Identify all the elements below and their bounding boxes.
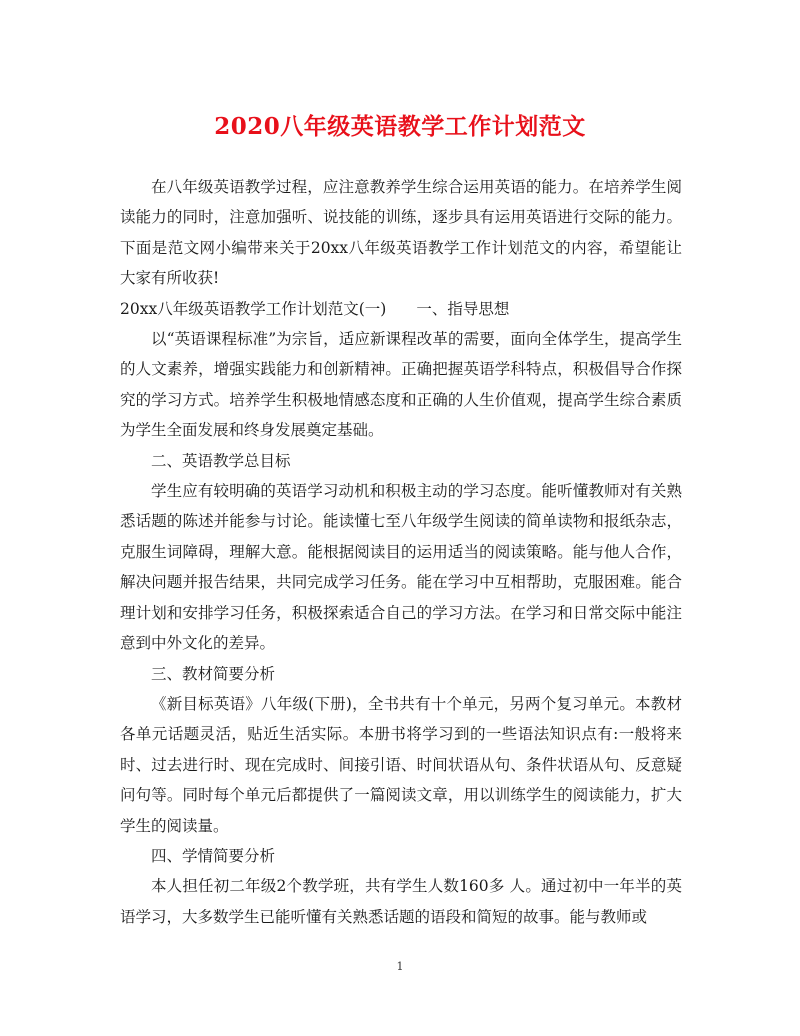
heading-textbook-analysis: 三、教材简要分析 (151, 664, 276, 683)
heading-student-analysis: 四、学情简要分析 (151, 846, 276, 865)
page-number: 1 (396, 960, 404, 973)
overall-goals-paragraph: 学生应有较明确的英语学习动机和积极主动的学习态度。能听懂教师对有关熟悉话题的陈述并能参与讨论。能读懂七至八年级学生阅读的简单读物和报纸杂志，克服生词障碍，理解大意。能根据阅读目的运用适当的阅读策略。能与他人合作，解决问题并报告结果，共同完成学习任务。能在学习中互相帮助，克服困难。能合理计划和安排学习任务，积极探索适合自己的学习方法。在学习和日常交际中能注意到中外文化的差异。 (120, 482, 682, 653)
subtitle-line (120, 294, 682, 324)
student-analysis-paragraph: 本人担任初二年级2个教学班，共有学生人数160多 人。通过初中一年半的英语学习，大多数学生已能听懂有关熟悉话题的语段和简短的故事。能与教师或 (120, 877, 682, 926)
document-title: 2020八年级英语教学工作计划范文 (214, 113, 586, 140)
document-body (120, 172, 682, 932)
spacer (386, 294, 416, 324)
textbook-analysis-paragraph: 《新目标英语》八年级(下册)，全书共有十个单元，另两个复习单元。本教材各单元话题灵活，贴近生活实际。本册书将学习到的一些语法知识点有:一般将来时、过去进行时、现在完成时、间接引语、时间状语从句、条件状语从句、反意疑问句等。同时每个单元后都提供了一篇阅读文章，用以训练学生的阅读能力，扩大学生的阅读量。 (120, 694, 682, 835)
guiding-ideology-paragraph: 以“英语课程标准”为宗旨，适应新课程改革的需要，面向全体学生，提高学生的人文素养，增强实践能力和创新精神。正确把握英语学科特点，积极倡导合作探究的学习方式。培养学生积极地情感态度和正确的人生价值观，提高学生综合素质为学生全面发展和终身发展奠定基础。 (120, 330, 682, 440)
document-subtitle: 20xx八年级英语教学工作计划范文(一) (120, 299, 387, 318)
heading-overall-goals: 二、英语教学总目标 (151, 451, 291, 470)
heading-guiding-ideology: 一、指导思想 (416, 299, 510, 318)
intro-paragraph: 在八年级英语教学过程，应注意教养学生综合运用英语的能力。在培养学生阅读能力的同时，注意加强听、说技能的训练，逐步具有运用英语进行交际的能力。下面是范文网小编带来关于20xx八年级英语教学工作计划范文的内容，希望能让大家有所收获! (120, 178, 682, 288)
